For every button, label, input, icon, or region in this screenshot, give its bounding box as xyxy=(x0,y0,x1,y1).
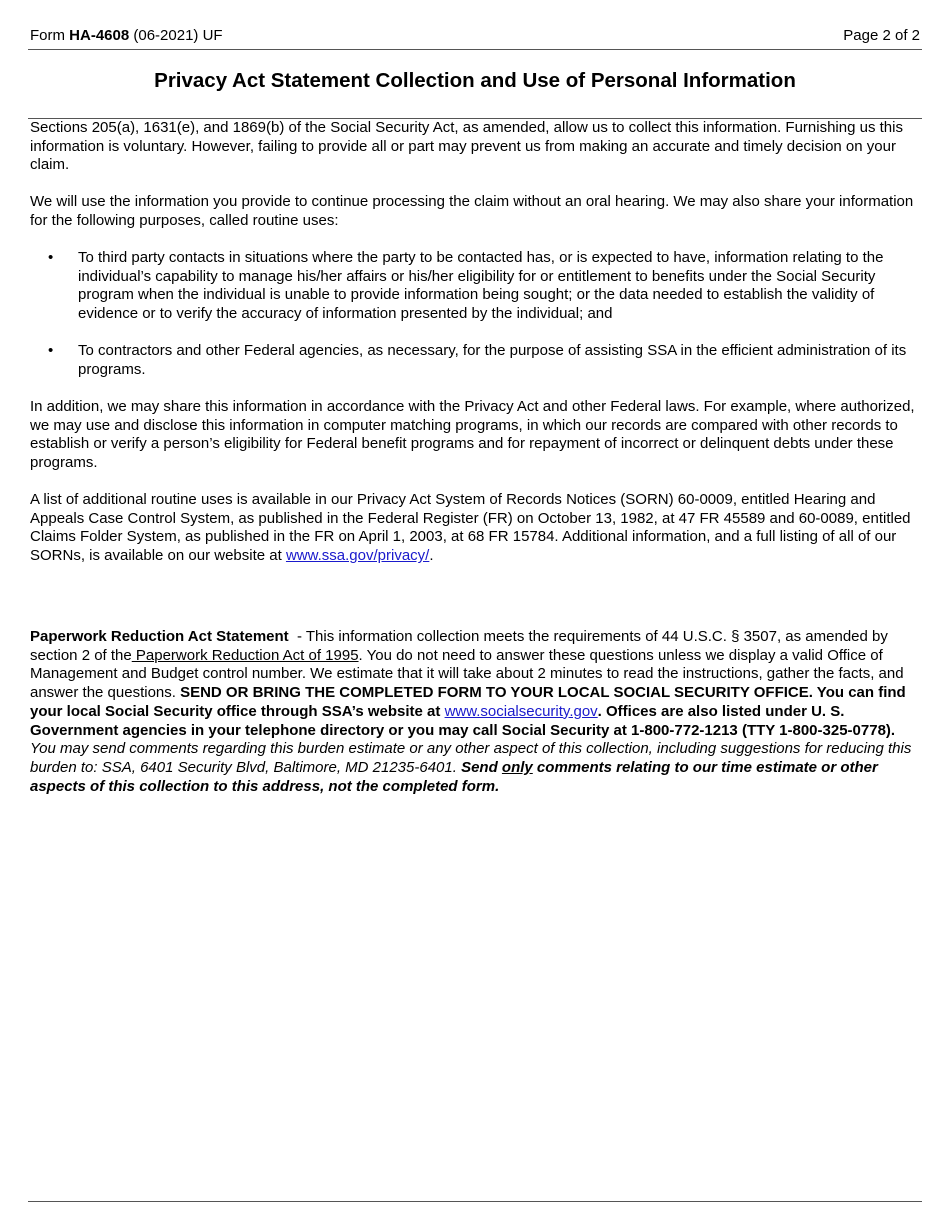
privacy-paragraph-4 xyxy=(30,491,922,566)
bold-italic-text: comments relating to our time estimate or other aspects of this collection to this address, not the completed form. xyxy=(30,758,878,795)
routine-use-text: To third party contacts in situations where the party to be contacted has, or is expected to have, information relating to the individual’s capability to manage his/her affairs or his/her eligibility for or entitlement to benefits under the Social Security program when the individual is unable to provide information being sought; or the data needed to establish the validity of evidence or to verify the accuracy of information presented by the individual; and xyxy=(78,249,884,323)
bold-italic-text: Send xyxy=(461,758,502,776)
italic-comments: You may send comments regarding this burden estimate or any other aspect of this collection, including suggestions for reducing this burden to: SSA, 6401 Security Blvd, Baltimore, MD 21235-6401. xyxy=(30,740,912,776)
paragraph-text: In addition, we may share this information in accordance with the Privacy Act and other Federal laws. For example, where authorized, we may use and disclose this information in computer matching programs, in which our records are compared with other records to establish or verify a person’s eligibility for Federal benefit programs and for repayment of incorrect or delinquent debts under these programs. xyxy=(30,398,915,472)
privacy-paragraph-1 xyxy=(30,119,922,175)
bold-instructions: . Offices are also listed under U. S. Government agencies in your telephone directory or you may call Social Security at 1-800-772-1213 (TTY 1-800-325-0778). xyxy=(30,702,896,739)
routine-use-item xyxy=(48,342,920,379)
form-number: HA-4608 xyxy=(69,27,130,44)
privacy-paragraph-2 xyxy=(30,193,922,230)
form-prefix: Form xyxy=(30,27,70,44)
privacy-paragraph-3 xyxy=(30,398,922,473)
routine-use-text: To contractors and other Federal agencies, as necessary, for the purpose of assisting SSA in the efficient administration of its programs. xyxy=(78,342,907,378)
paragraph-text xyxy=(30,491,922,566)
form-id xyxy=(30,27,223,44)
text: - This information collection meets the requirements of 44 U.S.C. § 3507, as amended by section 2 of the xyxy=(30,628,893,664)
footer-divider xyxy=(28,1201,922,1202)
bullet-icon: • xyxy=(48,342,54,359)
sorn-text: A list of additional routine uses is available in our Privacy Act System of Records Notices (SORN) 60-0009, entitled Hearing and Appeals Case Control System, as published in the Federal Register (FR) on October 13, 1982, at 47 FR 45589 and 60-0089, entitled Claims Folder System, as published in the FR on April 1, 2003, at 68 FR 15784. Additional information, and a full listing of all of our SORNs, is available on our website at xyxy=(30,491,911,565)
bold-instructions: SEND OR BRING THE COMPLETED FORM TO YOUR LOCAL SOCIAL SECURITY OFFICE. You can find your local Social Security office through SSA’s website at xyxy=(30,684,906,720)
paperwork-reduction-statement xyxy=(30,628,922,796)
socialsecurity-link[interactable]: www.socialsecurity.gov xyxy=(444,702,598,720)
bullet-icon: • xyxy=(48,249,54,266)
page-header xyxy=(30,27,920,44)
paperwork-heading: Paperwork Reduction Act Statement xyxy=(30,628,289,645)
routine-use-item xyxy=(48,249,920,324)
header-divider xyxy=(28,49,922,50)
act-name: Paperwork Reduction Act of 1995 xyxy=(131,646,359,664)
paragraph-text xyxy=(30,628,922,796)
paragraph-text: We will use the information you provide to continue processing the claim without an oral hearing. We may also share your information for the following purposes, called routine uses: xyxy=(30,193,914,229)
ssa-privacy-link[interactable]: www.ssa.gov/privacy/ xyxy=(285,547,430,565)
only-emphasis: only xyxy=(501,758,533,776)
page-title: Privacy Act Statement Collection and Use of Personal Information xyxy=(154,69,796,92)
form-suffix: (06-2021) UF xyxy=(129,27,223,44)
period: . xyxy=(429,547,434,565)
text: . You do not need to answer these questions unless we display a valid Office of Management and Budget control number. We estimate that it will take about 2 minutes to read the instructions, gather the facts, and answer the questions. xyxy=(30,646,904,702)
paragraph-text: Sections 205(a), 1631(e), and 1869(b) of the Social Security Act, as amended, allow us to collect this information. Furnishing us this information is voluntary. However, failing to provide all or part may prevent us from making an accurate and timely decision on your claim. xyxy=(30,119,903,174)
page-number: Page 2 of 2 xyxy=(843,27,920,44)
